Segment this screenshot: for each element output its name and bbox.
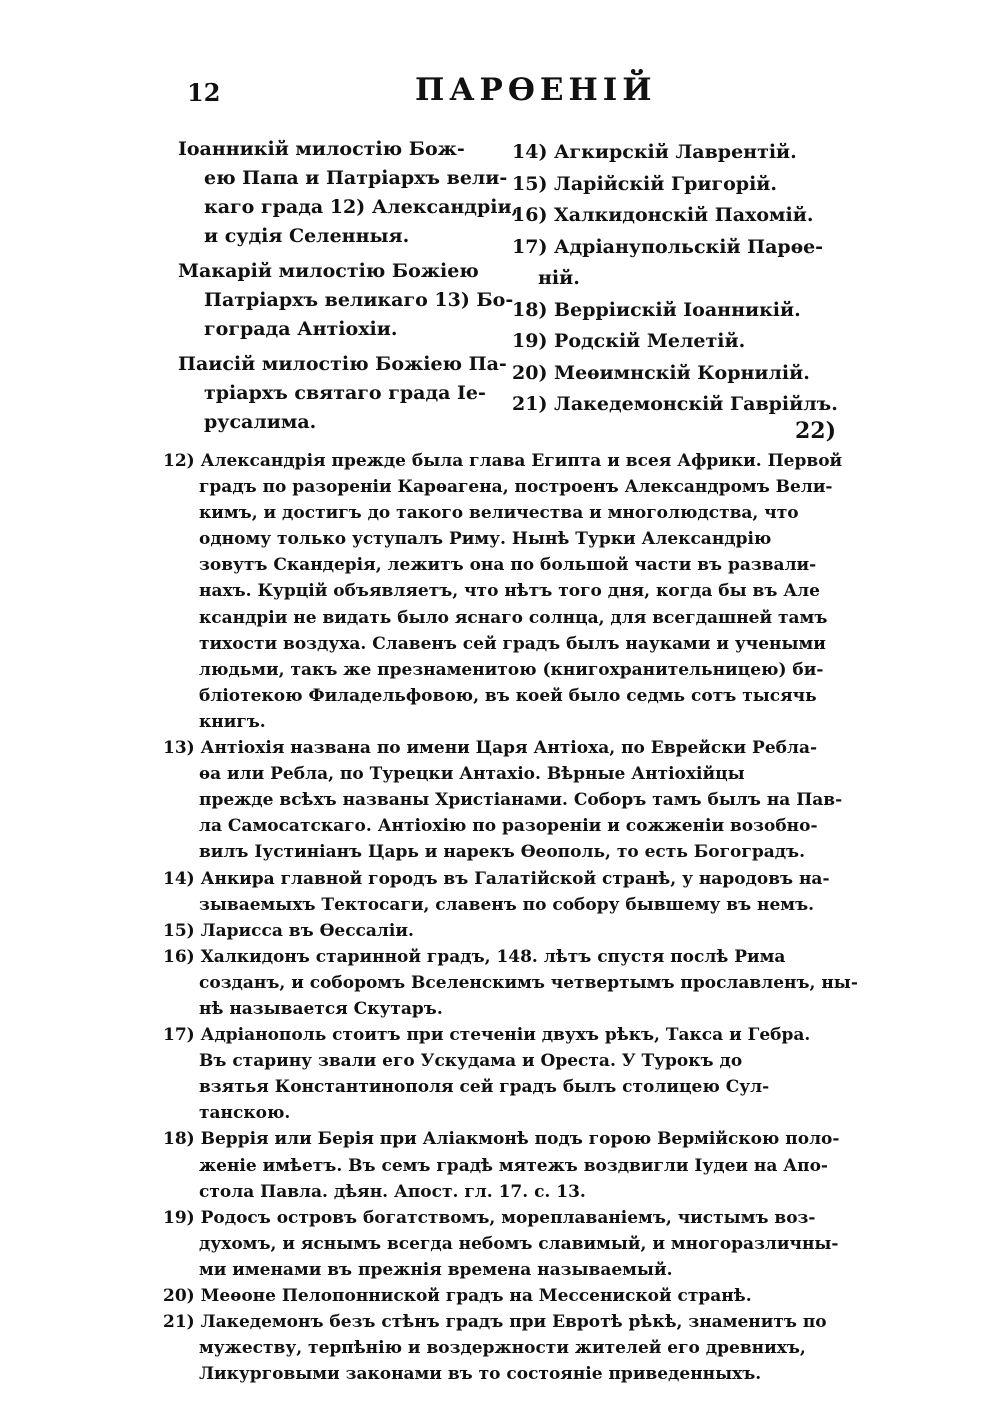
footnote-18 (163, 1126, 843, 1204)
text-line: нѣ называется Скутаръ. (199, 998, 443, 1019)
text-line: гограда Антіохіи. (204, 318, 398, 340)
text-line: книгъ. (199, 711, 266, 732)
list-item: 20) Меѳимнскій Корнилій. (512, 361, 810, 384)
text-line: русалима. (204, 411, 317, 433)
text-line: зываемыхъ Тектосаги, славенъ по собору бывшему въ немъ. (199, 894, 815, 915)
list-item: 19) Родскій Мелетій. (512, 330, 746, 352)
text-line: каго града 12) Александріи, (204, 196, 519, 218)
text-line: людьми, такъ же презнаменитою (книгохранительницею) би- (199, 659, 824, 680)
text-line: ла Самосатскаго. Антіохію по разореніи и сожженіи возобно- (199, 816, 818, 837)
text-line: созданъ, и соборомъ Вселенскимъ четвертымъ прославленъ, ны- (199, 972, 858, 993)
text-line: 21) Лакедемонъ безъ стѣнъ градъ при Евротѣ рѣкѣ, знаменитъ по (163, 1312, 827, 1333)
text-line: 12) Александрія прежде была глава Египта и всея Африки. Первой (163, 451, 843, 471)
list-item (178, 350, 508, 437)
text-line: ксандріи не видать было яснаго солнца, для всегдашней тамъ (199, 607, 828, 628)
footnote-19 (163, 1205, 843, 1283)
footnote-20 (163, 1283, 843, 1309)
page-number: 12 (187, 78, 221, 107)
footnote-14 (163, 866, 843, 918)
footnote-17 (163, 1022, 843, 1126)
text-line: 16) Халкидонъ старинной градъ, 148. лѣтъ спустя послѣ Рима (163, 946, 786, 967)
catchword: 22) (795, 418, 837, 444)
right-column (512, 137, 842, 421)
text-line: ѳа или Ребла, по Турецки Антахіо. Вѣрные Антіохійцы (199, 764, 745, 785)
list-item (178, 135, 519, 251)
footnote-15 (163, 918, 843, 944)
text-line: прежде всѣхъ названы Христіанами. Соборъ тамъ былъ на Пав- (199, 790, 843, 811)
footnote-12 (163, 448, 843, 735)
text-line: градъ по разореніи Карѳагена, построенъ Александромъ Вели- (199, 477, 833, 498)
running-title: ПАРѲЕНІЙ (415, 72, 657, 108)
text-line: 18) Веррія или Берія при Аліакмонѣ подъ горою Вермійскою поло- (163, 1129, 840, 1150)
text-line: Ликурговыми законами въ то состояніе приведенныхъ. (199, 1364, 762, 1385)
text-line: нахъ. Курцій объявляетъ, что нѣтъ того дня, когда бы въ Але (199, 581, 820, 602)
list-item: 15) Ларійскій Григорій. (512, 172, 777, 195)
text-line: Іоанникій милостію Бож- (178, 138, 465, 160)
list-item: 16) Халкидонскій Пахомій. (512, 204, 814, 226)
footnotes (163, 448, 858, 1387)
text-line: 17) Адріанополь стоитъ при стеченіи двухъ рѣкъ, Такса и Гебра. (163, 1025, 811, 1046)
list-item: ній. (538, 267, 580, 289)
text-line: ми именами въ прежнія времена называемый. (199, 1259, 673, 1280)
footnote-13 (163, 735, 843, 865)
text-line: одному только уступалъ Риму. Нынѣ Турки Александрію (199, 529, 772, 550)
text-line: Макарій милостію Божіею (178, 260, 479, 282)
list-item: 18) Верріискій Іоанникій. (512, 298, 801, 321)
list-item (178, 257, 514, 344)
text-line: взятья Константинополя сей градъ былъ столицею Сул- (199, 1077, 770, 1098)
text-line: 15) Ларисса въ Ѳессаліи. (163, 920, 414, 941)
list-item: 14) Агкирскій Лаврентій. (512, 141, 797, 163)
text-line: мужеству, терпѣнію и воздержности жителей его древнихъ, (199, 1338, 806, 1359)
text-line: Паисій милостію Божіею Па- (178, 353, 507, 375)
text-line: 20) Меѳоне Пелопонниской градъ на Мессениской странѣ. (163, 1286, 752, 1306)
text-line: и судія Селенныя. (204, 225, 410, 247)
footnote-21 (163, 1309, 843, 1387)
text-line: стола Павла. дѣян. Апост. гл. 17. с. 13. (199, 1181, 586, 1202)
text-line: Патріархъ великаго 13) Бо- (204, 289, 514, 311)
text-line: Въ старину звали его Ускудама и Ореста. У Турокъ до (199, 1051, 743, 1072)
text-line: 13) Антіохія названа по имени Царя Антіоха, по Еврейски Ребла- (163, 738, 818, 759)
text-line: танскою. (199, 1103, 291, 1124)
list-item: 17) Адріанупольскій Парѳе- (512, 235, 824, 258)
text-line: 19) Родосъ островъ богатствомъ, мореплаваніемъ, чистымъ воз- (163, 1207, 816, 1228)
text-line: духомъ, и яснымъ всегда небомъ славимый, и многоразличны- (199, 1233, 839, 1254)
text-line: 14) Анкира главной городъ въ Галатійской странѣ, у народовъ на- (163, 868, 830, 889)
text-line: зовутъ Скандерія, лежитъ она по большой части въ развали- (199, 555, 817, 576)
text-line: вилъ Іустиніанъ Царь и нарекъ Ѳеополь, то есть Богоградъ. (199, 842, 806, 863)
text-line: бліотекою Филадельфовою, въ коей было седмь сотъ тысячь (199, 685, 817, 706)
text-line: тріархъ святаго града Іе- (204, 382, 486, 404)
left-column (178, 135, 519, 443)
text-line: ею Папа и Патріархъ вели- (204, 167, 508, 189)
footnote-16 (163, 944, 858, 1022)
text-line: тихости воздуха. Славенъ сей градъ былъ науками и учеными (199, 633, 826, 654)
list-item: 21) Лакедемонскій Гаврійлъ. (512, 393, 838, 415)
text-line: кимъ, и достигъ до такого величества и многолюдства, что (199, 503, 799, 524)
text-line: женіе имѣетъ. Въ семъ градѣ мятежъ воздвигли Іудеи на Апо- (199, 1155, 828, 1176)
